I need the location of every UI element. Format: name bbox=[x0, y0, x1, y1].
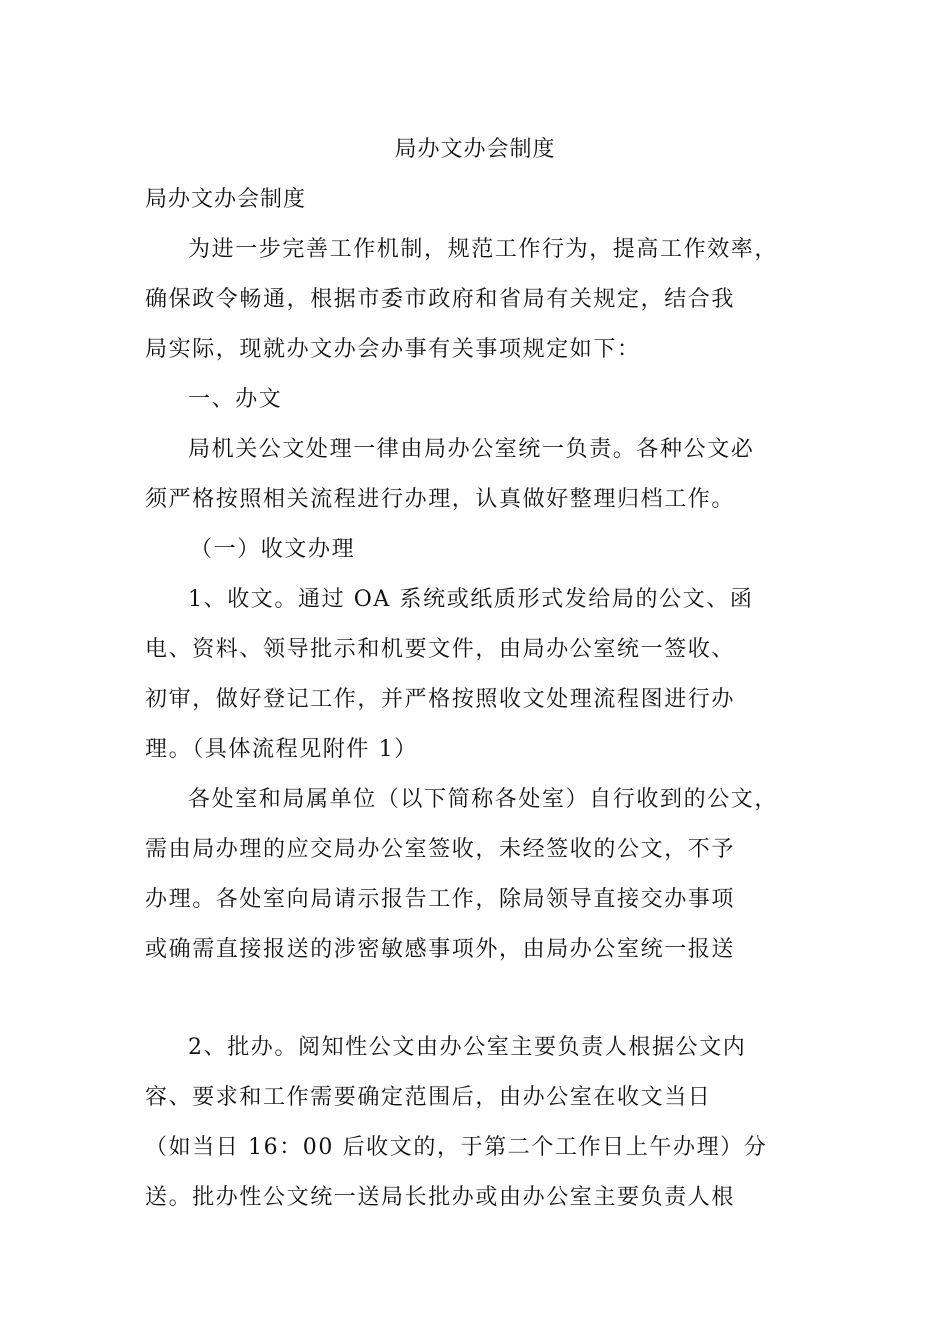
paragraph-line: 理。（具体流程见附件 1） bbox=[145, 737, 418, 762]
subsection-heading: （一）收文办理 bbox=[190, 537, 356, 562]
paragraph-line: 容、要求和工作需要确定范围后，由办公室在收文当日 bbox=[145, 1085, 712, 1110]
paragraph-line: 办理。各处室向局请示报告工作，除局领导直接交办事项 bbox=[145, 887, 736, 912]
paragraph-line: 须严格按照相关流程进行办理，认真做好整理归档工作。 bbox=[145, 487, 736, 512]
paragraph-line: 为进一步完善工作机制，规范工作行为，提高工作效率， bbox=[188, 237, 779, 262]
paragraph-line: 各处室和局属单位（以下简称各处室）自行收到的公文， bbox=[188, 787, 779, 812]
paragraph-line: 电、资料、领导批示和机要文件，由局办公室统一签收、 bbox=[145, 637, 736, 662]
page-title: 局办文办会制度 bbox=[394, 137, 556, 162]
paragraph-line: 2、批办。阅知性公文由办公室主要负责人根据公文内 bbox=[188, 1035, 747, 1060]
paragraph-line: 送。批办性公文统一送局长批办或由办公室主要负责人根 bbox=[145, 1185, 736, 1210]
paragraph-line: 初审，做好登记工作，并严格按照收文处理流程图进行办 bbox=[145, 687, 736, 712]
paragraph-line: 确保政令畅通，根据市委市政府和省局有关规定，结合我 bbox=[145, 287, 736, 312]
paragraph-line: （如当日 16：00 后收文的，于第二个工作日上午办理）分 bbox=[145, 1135, 768, 1160]
paragraph-line: 局机关公文处理一律由局办公室统一负责。各种公文必 bbox=[188, 437, 755, 462]
paragraph-line: 需由局办理的应交局办公室签收，未经签收的公文，不予 bbox=[145, 837, 736, 862]
paragraph-line: 1、收文。通过 OA 系统或纸质形式发给局的公文、函 bbox=[188, 587, 754, 612]
paragraph-line: 或确需直接报送的涉密敏感事项外，由局办公室统一报送 bbox=[145, 937, 736, 962]
section-heading: 一、办文 bbox=[188, 387, 283, 412]
paragraph-line: 局实际，现就办文办会办事有关事项规定如下： bbox=[145, 337, 641, 362]
document-subtitle: 局办文办会制度 bbox=[145, 187, 307, 212]
